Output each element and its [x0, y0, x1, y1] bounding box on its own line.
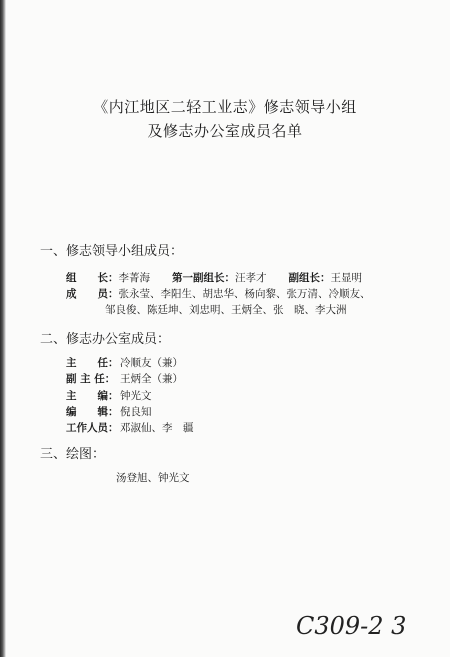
members-row	[66, 286, 371, 301]
staff-label: 工作人员：	[66, 422, 119, 434]
section-heading-office: 二、修志办公室成员：	[40, 332, 171, 347]
leader-label: 组 长：	[66, 272, 119, 284]
leader-name: 李菁海	[118, 272, 150, 284]
office-editor-row	[66, 404, 152, 419]
section-heading-leading-group: 一、修志领导小组成员：	[40, 244, 184, 259]
leaders-row	[66, 270, 362, 285]
editor-label: 编 辑：	[66, 406, 119, 418]
deputy-director-label: 副 主 任：	[66, 373, 116, 385]
chief-editor-label: 主 编：	[66, 390, 119, 402]
first-deputy-name: 汪孝才	[235, 272, 267, 284]
document-title-line-1: 《内江地区二轻工业志》修志领导小组	[93, 98, 357, 116]
members-label: 成 员：	[66, 288, 119, 300]
office-director-row	[66, 355, 183, 370]
director-name: 冷顺友（兼）	[120, 357, 183, 369]
office-deputy-director-row	[66, 371, 183, 386]
deputy-name: 王显明	[330, 272, 362, 284]
section-heading-drawing: 三、绘图：	[40, 447, 106, 462]
chief-editor-name: 钟光文	[120, 390, 152, 402]
staff-names: 邓淑仙、李 疆	[120, 422, 194, 434]
members-line-2: 邹良俊、陈廷坤、刘忠明、王炳全、张 晓、李大洲	[105, 304, 347, 316]
members-line-1: 张永莹、李阳生、胡忠华、杨向黎、张万清、冷顺友、	[118, 288, 371, 300]
director-label: 主 任：	[66, 357, 119, 369]
drawing-names: 汤登旭、钟光文	[116, 472, 190, 484]
document-title-line-2: 及修志办公室成员名单	[147, 122, 303, 140]
first-deputy-label: 第一副组长：	[172, 272, 235, 284]
deputy-label: 副组长：	[288, 272, 331, 284]
office-staff-row	[66, 420, 194, 435]
handwritten-archive-code: C309-2 3	[296, 612, 407, 640]
editor-name: 倪良知	[120, 406, 152, 418]
office-chief-editor-row	[66, 388, 152, 403]
deputy-director-name: 王炳全（兼）	[120, 373, 183, 385]
